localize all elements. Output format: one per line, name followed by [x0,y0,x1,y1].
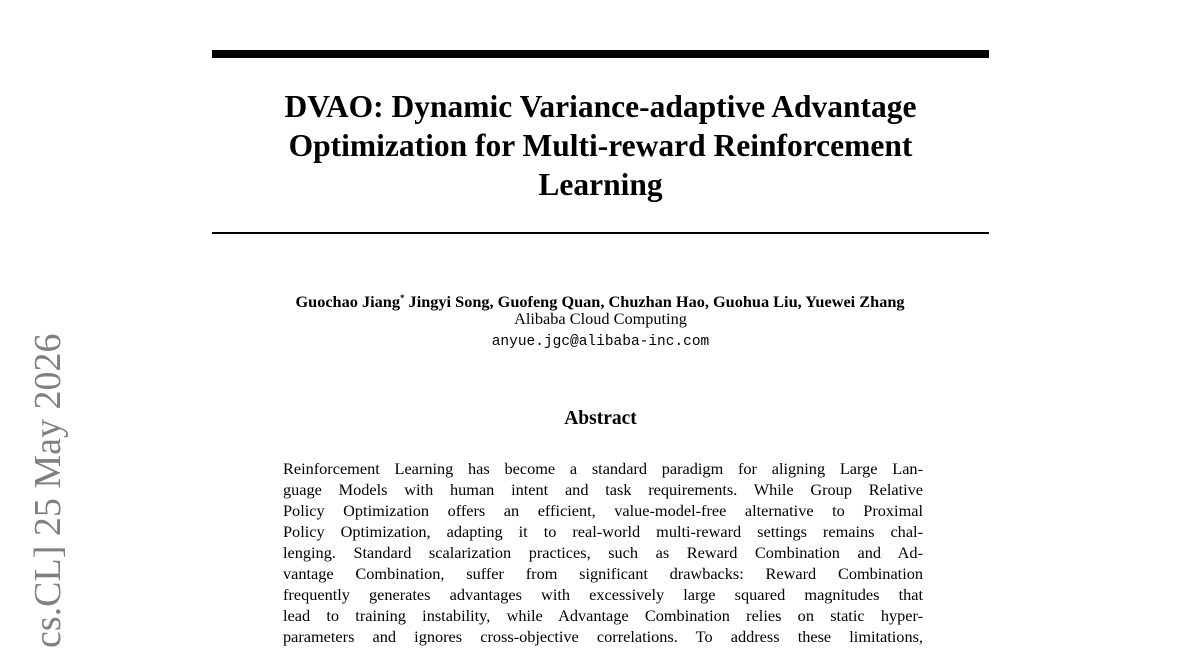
abstract-line: vantage Combination, suffer from significant drawbacks: Reward Combination [283,564,923,583]
corresponding-author-marker: * [399,293,405,303]
abstract-line: lead to training instability, while Advantage Combination relies on static hyper- [283,606,923,625]
abstract-line: frequently generates advantages with excessively large squared magnitudes that [283,585,923,604]
author-email[interactable]: anyue.jgc@alibaba-inc.com [491,334,710,350]
first-author: Guochao Jiang [295,292,400,311]
other-authors: Jingyi Song, Guofeng Quan, Chuzhan Hao, Guohua Liu, Yuewei Zhang [408,292,905,311]
arxiv-margin-stamp: cs.CL] 25 May 2026 [27,333,69,648]
title-line: DVAO: Dynamic Variance-adaptive Advantage [284,89,917,124]
affiliation: Alibaba Cloud Computing [514,309,687,328]
title-line: Learning [538,167,663,202]
title-bottom-rule [212,232,989,234]
abstract-heading: Abstract [564,408,637,429]
abstract-line: parameters and ignores cross-objective correlations. To address these limitations, [283,627,923,646]
abstract-body [283,458,923,647]
paper-title [212,87,989,204]
abstract-line: Policy Optimization, adapting it to real-world multi-reward settings remains chal- [283,522,923,541]
abstract-line: guage Models with human intent and task requirements. While Group Relative [283,480,923,499]
abstract-line: lenging. Standard scalarization practices, such as Reward Combination and Ad- [283,543,923,562]
abstract-line: Reinforcement Learning has become a standard paradigm for aligning Large Lan- [283,459,923,478]
title-line: Optimization for Multi-reward Reinforcement [288,128,913,163]
title-top-rule [212,50,989,58]
abstract-line: Policy Optimization offers an efficient, value-model-free alternative to Proximal [283,501,923,520]
